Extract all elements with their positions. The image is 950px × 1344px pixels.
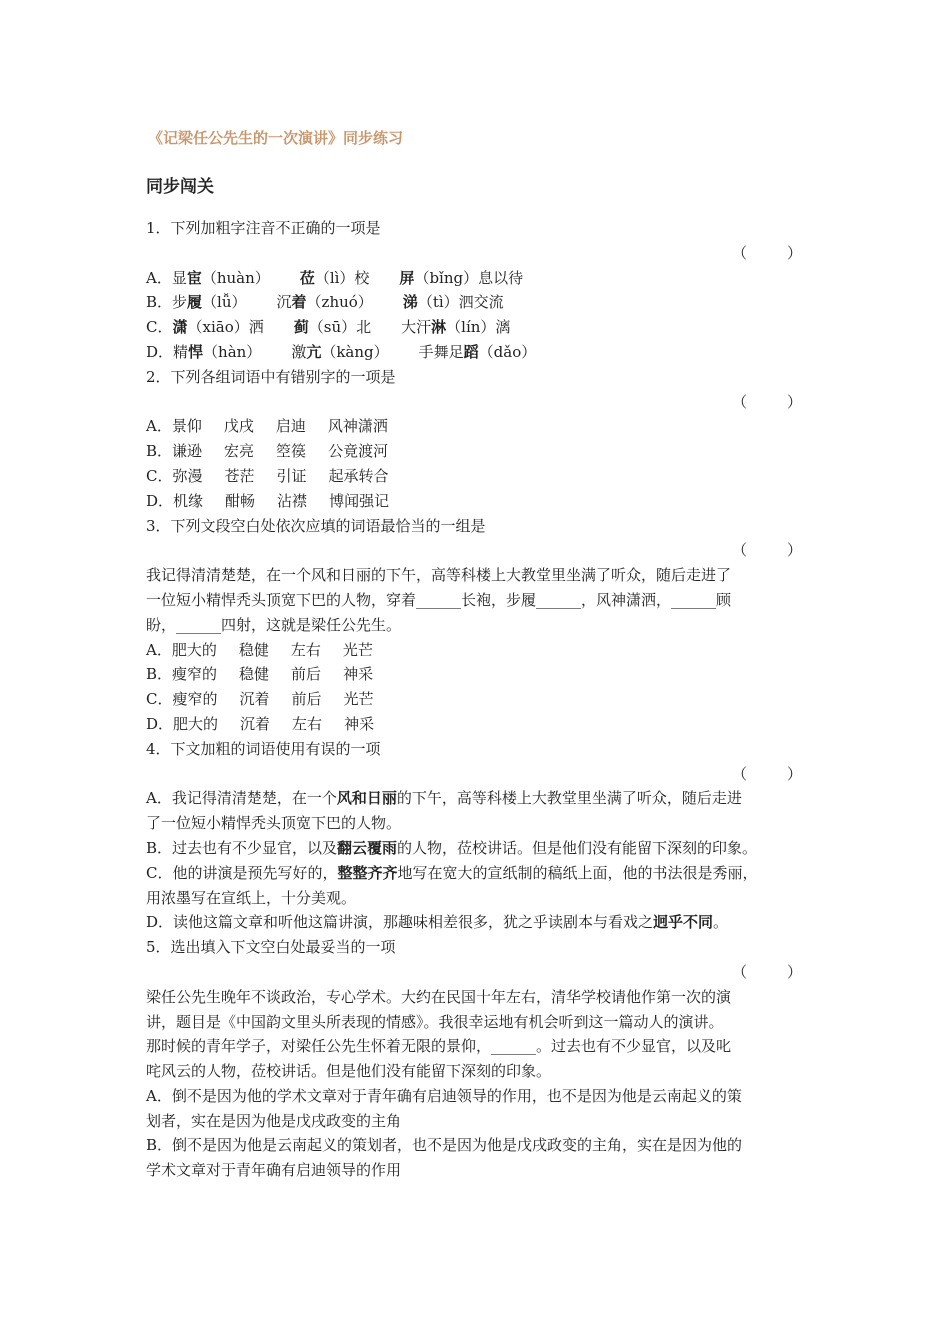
answer-bracket: （ ） <box>732 764 802 783</box>
document-title: 《记梁任公先生的一次演讲》同步练习 <box>148 129 404 147</box>
question-4-option-c: C．他的讲演是预先写好的，整整齐齐地写在宽大的宣纸制的稿纸上面，他的书法很是秀丽， <box>146 863 758 882</box>
question-2-option-c: C．弥漫 苍茫 引证 起承转合 <box>146 466 389 485</box>
question-5-passage: 梁任公先生晚年不谈政治，专心学术。大约在民国十年左右，清华学校请他作第一次的演 <box>146 987 732 1006</box>
question-5-passage: 那时候的青年学子，对梁任公先生怀着无限的景仰，______。过去也有不少显官，以及叱 <box>146 1037 732 1056</box>
section-title: 同步闯关 <box>146 177 214 197</box>
question-1-option-b: B．步履（lǚ） 沉着（zhuó） 涕（tì）泗交流 <box>146 293 504 312</box>
question-5-option-a-cont: 划者，实在是因为他是戊戌政变的主角 <box>146 1111 402 1130</box>
question-4-option-d: D．读他这篇文章和听他这篇讲演，那趣味相差很多，犹之乎读剧本与看戏之迥乎不同。 <box>146 913 729 932</box>
question-5-stem: 5．选出填入下文空白处最妥当的一项 <box>146 938 396 957</box>
question-2-option-b: B．谦逊 宏亮 箜篌 公竟渡河 <box>146 442 389 461</box>
question-3-stem: 3．下列文段空白处依次应填的词语最恰当的一组是 <box>146 516 486 535</box>
question-3-option-d: D．肥大的 沉着 左右 神采 <box>146 714 375 733</box>
question-2-option-a: A．景仰 戊戌 启迪 风神潇洒 <box>146 417 388 436</box>
question-3-passage: 盼，______四射，这就是梁任公先生。 <box>146 615 402 634</box>
question-4-option-c-cont: 用浓墨写在宣纸上，十分美观。 <box>146 888 357 907</box>
question-1-option-c: C．潇（xiāo）洒 蓟（sū）北 大汗淋（lín）漓 <box>146 318 511 337</box>
question-2-option-d: D．机缘 酣畅 沾襟 博闻强记 <box>146 491 390 510</box>
answer-bracket: （ ） <box>732 392 802 411</box>
question-2-stem: 2．下列各组词语中有错别字的一项是 <box>146 367 396 386</box>
question-list <box>146 216 826 1183</box>
question-5-option-b: B．倒不是因为他是云南起义的策划者，也不是因为他是戊戌政变的主角，实在是因为他的 <box>146 1136 743 1155</box>
question-3-option-c: C．瘦窄的 沉着 前后 光芒 <box>146 690 374 709</box>
question-5-passage: 讲，题目是《中国韵文里头所表现的情感》。我很幸运地有机会听到这一篇动人的演讲。 <box>146 1012 724 1031</box>
answer-bracket: （ ） <box>732 243 802 262</box>
answer-bracket: （ ） <box>732 541 802 560</box>
question-5-option-b-cont: 学术文章对于青年确有启迪领导的作用 <box>146 1161 402 1180</box>
question-5-passage: 咤风云的人物，莅校讲话。但是他们没有能留下深刻的印象。 <box>146 1062 552 1081</box>
question-4-option-b: B．过去也有不少显官，以及翻云覆雨的人物，莅校讲话。但是他们没有能留下深刻的印象。 <box>146 838 758 857</box>
question-3-passage: 我记得清清楚楚，在一个风和日丽的下午，高等科楼上大教堂里坐满了听众，随后走进了 <box>146 566 732 585</box>
question-5-option-a: A．倒不是因为他的学术文章对于青年确有启迪领导的作用，也不是因为他是云南起义的策 <box>146 1086 742 1105</box>
question-4-stem: 4．下文加粗的词语使用有误的一项 <box>146 739 381 758</box>
question-3-passage: 一位短小精悍秃头顶宽下巴的人物，穿着______长袍，步履______，风神潇洒，______顾 <box>146 590 732 609</box>
question-1-option-a: A．显宦（huàn） 莅（lì）校 屏（bǐng）息以待 <box>146 268 524 287</box>
question-1-stem: 1．下列加粗字注音不正确的一项是 <box>146 219 381 237</box>
question-4-option-a: A．我记得清清楚楚，在一个风和日丽的下午，高等科楼上大教堂里坐满了听众，随后走进 <box>146 789 742 808</box>
question-1-option-d: D．精悍（hàn） 激亢（kàng） 手舞足蹈（dǎo） <box>146 342 537 361</box>
question-3-option-a: A．肥大的 稳健 左右 光芒 <box>146 640 373 659</box>
question-3-option-b: B．瘦窄的 稳健 前后 神采 <box>146 665 374 684</box>
answer-bracket: （ ） <box>732 962 802 981</box>
question-4-option-a-cont: 了一位短小精悍秃头顶宽下巴的人物。 <box>146 814 402 833</box>
